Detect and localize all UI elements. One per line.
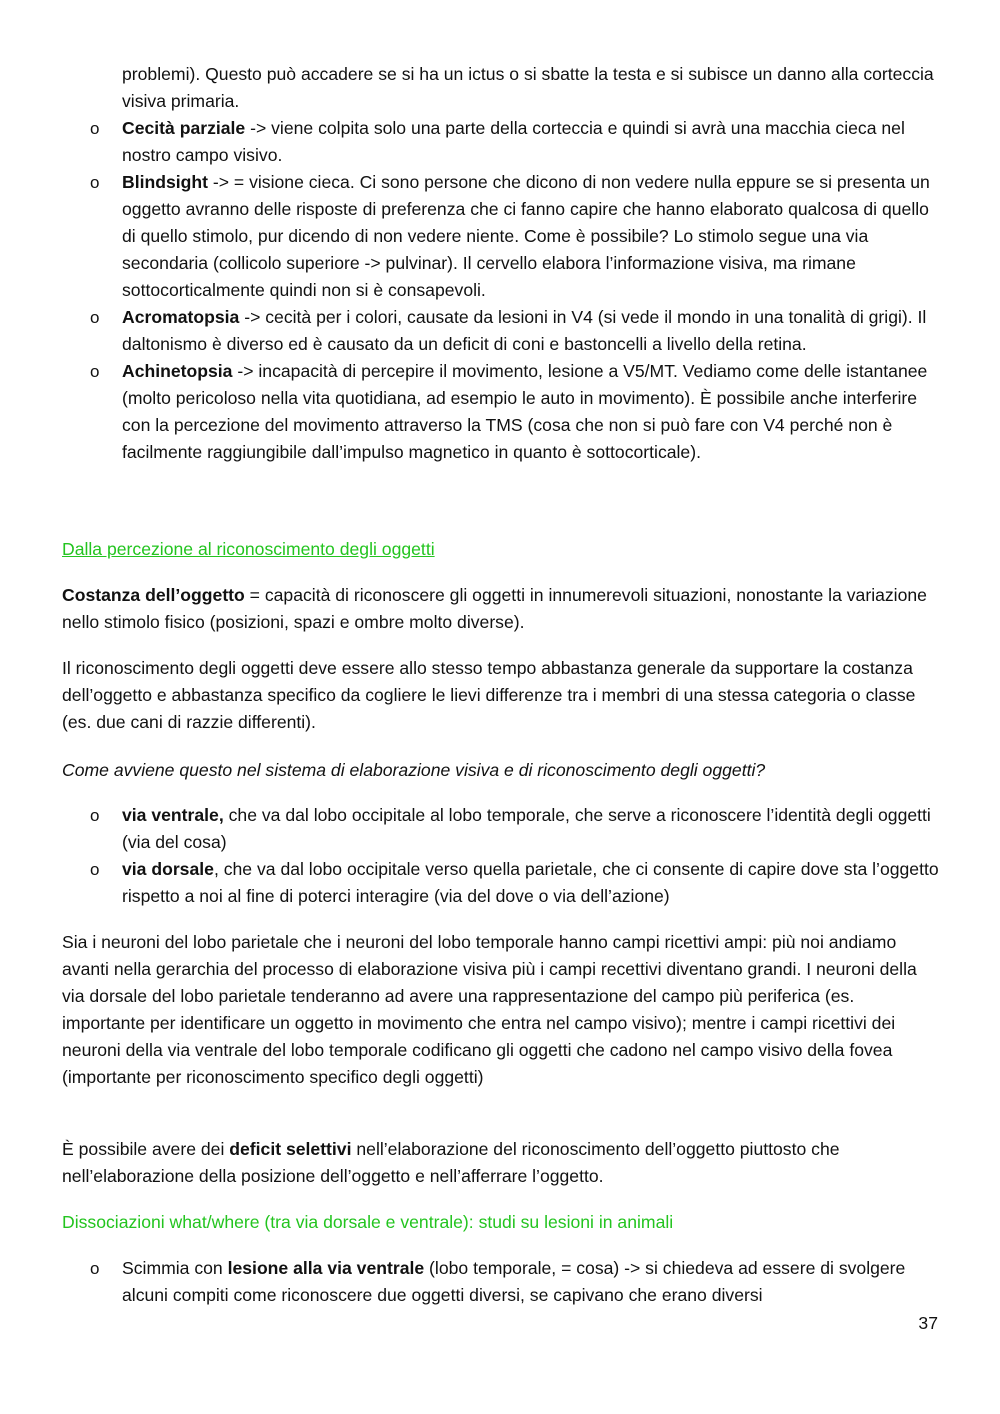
paragraph-block — [0, 929, 1000, 1091]
item-text: -> viene colpita solo una parte della corteccia e quindi si avrà una macchia cieca nel nostro campo visivo. — [122, 118, 905, 165]
paragraph — [0, 582, 1000, 636]
list-item — [0, 169, 1000, 304]
item-text: -> = visione cieca. Ci sono persone che dicono di non vedere nulla eppure se si presenta un oggetto avranno delle risposte di preferenza che ci fanno capire che hanno elaborato qualcosa di quello di quello stimolo, pur dicendo di non vedere niente. Come è possibile? Lo stimolo segue una via secondaria (collicolo superiore -> pulvinar). Il cervello elabora l’informazione visiva, ma rimane sottocorticalmente quindi non si è consapevoli. — [122, 172, 930, 300]
item-text: -> cecità per i colori, causate da lesioni in V4 (si vede il mondo in una tonalità di grigi). Il daltonismo è diverso ed è causato da un deficit di coni e bastoncelli a livello della retina. — [122, 307, 927, 354]
paragraph: Sia i neuroni del lobo parietale che i neuroni del lobo temporale hanno campi ricettivi ampi: più noi andiamo avanti nella gerarchia del processo di elaborazione visiva più i campi recettivi diventano grandi. I neuroni della via dorsale del lobo parietale tenderanno ad avere una rappresentazione del campo più periferica (es. importante per identificare un oggetto in movimento che entra nel campo visivo); mentre i campi ricettivi dei neuroni della via ventrale del lobo temporale codificano gli oggetti che cadono nel campo visivo della fovea (importante per riconoscimento specifico degli oggetti) — [62, 932, 917, 1087]
paragraph-block — [0, 1136, 1000, 1190]
lesion-list-block — [0, 1255, 1000, 1309]
bullet-circle-icon: o — [90, 362, 100, 381]
question-italic — [0, 757, 1000, 784]
deficit-list — [0, 115, 1000, 466]
term-bold: Costanza dell’oggetto — [62, 585, 245, 605]
paragraph-block — [0, 582, 1000, 636]
paragraph-block — [0, 655, 1000, 736]
list-item — [0, 115, 1000, 169]
bullet-circle-icon: o — [90, 1259, 100, 1278]
term-bold: via ventrale, — [122, 805, 224, 825]
term-bold: deficit selettivi — [229, 1139, 352, 1159]
list-item — [0, 1255, 1000, 1309]
paragraph-text: È possibile avere dei — [62, 1139, 230, 1159]
list-item — [0, 856, 1000, 910]
bullet-circle-icon: o — [90, 173, 100, 192]
paragraph: Il riconoscimento degli oggetti deve essere allo stesso tempo abbastanza generale da supportare la costanza dell’oggetto e abbastanza specifico da cogliere le lievi differenze tra i membri di una stessa categoria o classe (es. due cani di razzie differenti). — [62, 658, 916, 732]
continuation-text: problemi). Questo può accadere se si ha un ictus o si sbatte la testa e si subisce un danno alla corteccia visiva primaria. — [122, 64, 934, 111]
list-item — [0, 304, 1000, 358]
section-heading-block — [0, 536, 1000, 563]
item-text: (lobo temporale, = cosa) -> si chiedeva ad essere di svolgere alcuni compiti come riconoscere due oggetti diversi, se capivano che erano diversi — [122, 1258, 906, 1305]
section-heading-block — [0, 1209, 1000, 1236]
paragraph — [0, 1136, 1000, 1190]
bullet-circle-icon: o — [90, 119, 100, 138]
term-bold: Achinetopsia — [122, 361, 233, 381]
paragraph-text: = capacità di riconoscere gli oggetti in innumerevoli situazioni, nonostante la variazione nello stimolo fisico (posizioni, spazi e ombre molto diverse). — [62, 585, 927, 632]
term-bold: Acromatopsia — [122, 307, 240, 327]
section-heading: Dissociazioni what/where (tra via dorsale e ventrale): studi su lesioni in animali — [62, 1212, 674, 1232]
pathway-list — [0, 802, 1000, 910]
term-bold: Blindsight — [122, 172, 209, 192]
pathway-list-block — [0, 802, 1000, 910]
bullet-circle-icon: o — [90, 806, 100, 825]
item-text: che va dal lobo occipitale al lobo temporale, che serve a riconoscere l’identità degli oggetti (via del cosa) — [122, 805, 931, 852]
section-heading-link[interactable]: Dalla percezione al riconoscimento degli oggetti — [62, 539, 435, 559]
paragraph-block — [0, 757, 1000, 784]
bullet-circle-icon: o — [90, 308, 100, 327]
list-item — [0, 802, 1000, 856]
term-bold: via dorsale — [122, 859, 214, 879]
lesion-list — [0, 1255, 1000, 1309]
page-number: 37 — [918, 1313, 938, 1333]
term-bold: Cecità parziale — [122, 118, 246, 138]
item-text: -> incapacità di percepire il movimento, lesione a V5/MT. Vediamo come delle istantanee (molto pericoloso nella vita quotidiana, ad esempio le auto in movimento). È possibile anche interferire con la percezione del movimento attraverso la TMS (cosa che non si può fare con V4 perché non è facilmente raggiungibile dall’impulso magnetico in quanto è sottocorticale). — [122, 361, 928, 462]
bullet-circle-icon: o — [90, 860, 100, 879]
paragraph-text: nell’elaborazione del riconoscimento dell’oggetto piuttosto che nell’elaborazione della posizione dell’oggetto e nell’afferrare l’oggetto. — [62, 1139, 840, 1186]
list-item — [0, 358, 1000, 466]
question-text: Come avviene questo nel sistema di elaborazione visiva e di riconoscimento degli oggetti? — [62, 760, 766, 780]
deficit-list-block — [0, 61, 1000, 466]
item-text: , che va dal lobo occipitale verso quella parietale, che ci consente di capire dove sta l’oggetto rispetto a noi al fine di poterci interagire (via del dove o via dell’azione) — [122, 859, 939, 906]
term-bold: lesione alla via ventrale — [227, 1258, 425, 1278]
item-text: Scimmia con — [122, 1258, 228, 1278]
